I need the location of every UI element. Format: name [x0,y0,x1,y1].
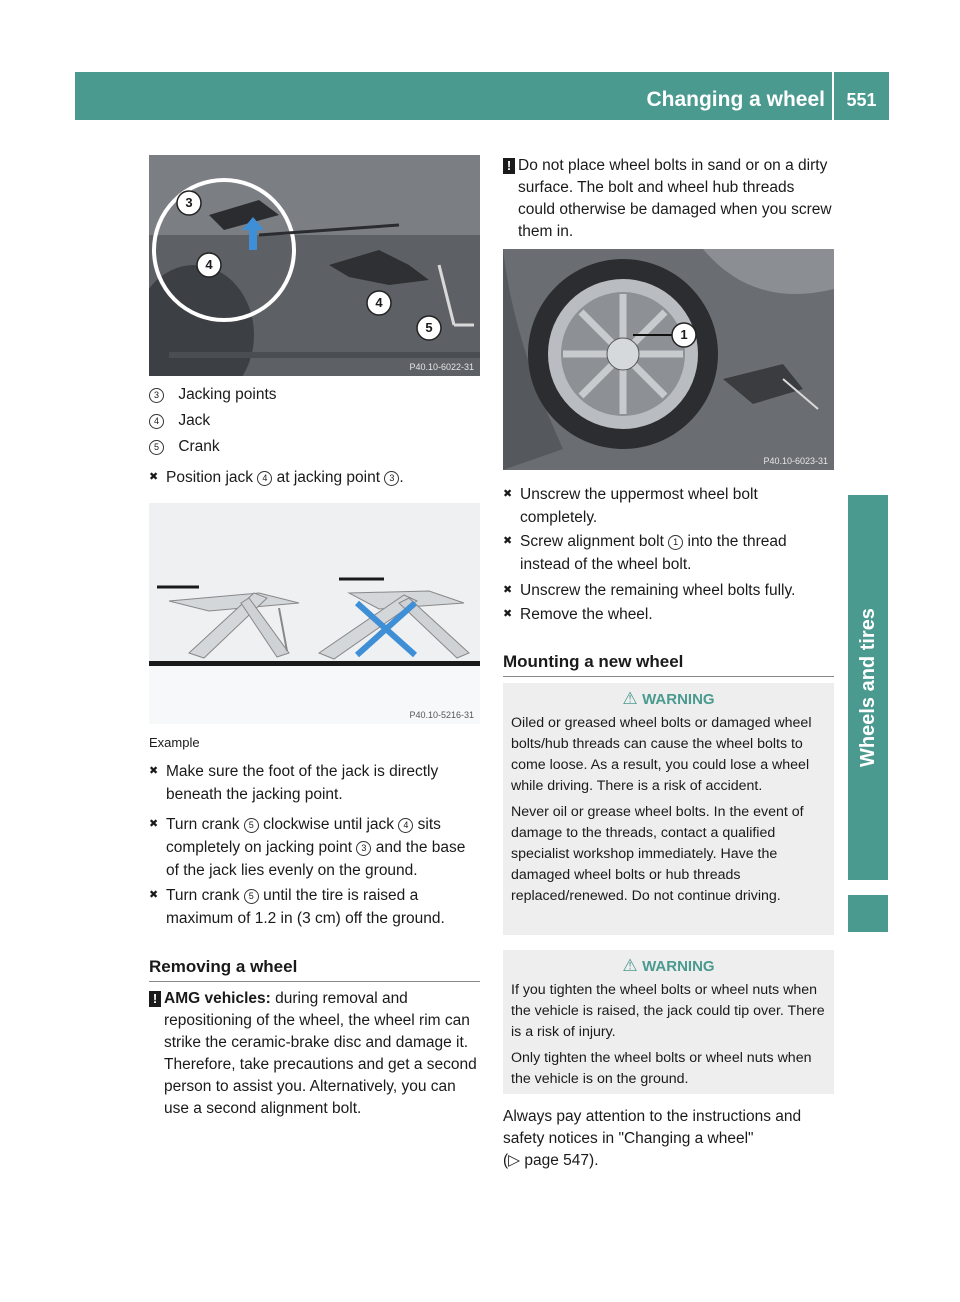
figure-code: P40.10-5216-31 [409,710,474,720]
figure-alignment-bolt [503,249,834,470]
step-arrow-icon: ✖ [149,471,159,483]
figure-code: P40.10-6023-31 [763,456,828,466]
legend-number: 3 [149,388,164,403]
section-heading-mounting: Mounting a new wheel [503,652,684,671]
figure-jacking-points [149,155,480,376]
step-arrow-icon: ✖ [503,608,513,620]
step-remove-wheel: ✖ Remove the wheel. [503,603,833,626]
figure-jack-example [149,503,480,724]
callout-1: 1 [680,327,688,342]
legend-item [149,410,210,432]
warning-text: Only tighten the wheel bolts or wheel nuts when the vehicle is on the ground. [511,1050,812,1087]
step-unscrew-remaining: ✖ Unscrew the remaining wheel bolts fully. [503,579,833,602]
legend-number: 4 [149,414,164,429]
step-unscrew-uppermost: ✖ Unscrew the uppermost wheel bolt completely. [503,483,833,529]
step-arrow-icon: ✖ [149,889,159,901]
section-rule [503,676,834,677]
step-arrow-icon: ✖ [149,765,159,777]
step-arrow-icon: ✖ [503,488,513,500]
warning-text: Oiled or greased wheel bolts or damaged wheel bolts/hub threads can cause the wheel bolts to come loose. As a result, you could lose a wheel while driving. There is a risk of accident. [511,715,812,794]
step-foot-beneath: ✖ Make sure the foot of the jack is directly beneath the jacking point. [149,760,479,806]
page-reference-link[interactable]: (▷ page 547). [503,1152,599,1169]
step-position-jack: ✖ Position jack 4 at jacking point 3 . [149,466,479,489]
legend-item [149,436,220,458]
callout-4-left: 4 [205,257,213,272]
warning-title: WARNING [642,958,715,975]
page-title: Changing a wheel [646,88,825,111]
page-number: 551 [846,90,877,110]
step-screw-alignment-bolt: ✖ Screw alignment bolt 1 into the thread instead of the wheel bolt. [503,530,833,576]
notice-exclamation-icon: ! [149,991,161,1007]
step-arrow-icon: ✖ [503,535,513,547]
warning-triangle-icon: ⚠ [622,689,638,708]
legend-number: 5 [149,440,164,455]
figure-code: P40.10-6022-31 [409,362,474,372]
warning-text: If you tighten the wheel bolts or wheel nuts when the vehicle is raised, the jack could tip over. There is a risk of injury. [511,982,825,1040]
notice-exclamation-icon: ! [503,158,515,174]
section-rule [149,981,480,982]
side-tab-label: Wheels and tires [857,608,879,767]
warning-text: Never oil or grease wheel bolts. In the event of damage to the threads, contact a qualified specialist workshop immediately. Have the damaged wheel bolts or hub threads replaced/renewed. Do not continue driving. [511,804,804,904]
step-turn-crank-clockwise: ✖ Turn crank 5 clockwise until jack 4 sits completely on jacking point 3 and the base of the jack lies evenly on the ground. [149,813,481,882]
section-heading-removing: Removing a wheel [149,957,298,976]
callout-4-right: 4 [375,295,383,310]
callout-3: 3 [185,195,193,210]
warning-title: WARNING [642,691,715,708]
legend-label: Jack [178,412,211,429]
legend-label: Crank [178,438,220,455]
warning-box-tighten-bolts [503,950,834,1094]
warning-triangle-icon: ⚠ [622,956,638,975]
notice-amg: ! AMG vehicles: during removal and repositioning of the wheel, the wheel rim can strike the ceramic-brake disc and damage it. Therefore, take precautions and get a second person to assist you. Alternatively, you can use a second alignment bolt. [149,988,480,1120]
callout-5: 5 [425,320,433,335]
notice-wheel-bolts: ! Do not place wheel bolts in sand or on a dirty surface. The bolt and wheel hub threads could otherwise be damaged when you screw them in. [503,155,835,243]
step-raise-tire: ✖ Turn crank 5 until the tire is raised a maximum of 1.2 in (3 cm) off the ground. [149,884,479,930]
closing-paragraph: Always pay attention to the instructions and safety notices in "Changing a wheel" (▷ page 547). [503,1108,802,1169]
step-arrow-icon: ✖ [149,818,159,830]
side-tab-marker [848,895,888,932]
legend-item [149,384,277,406]
step-arrow-icon: ✖ [503,584,513,596]
figure-caption: Example [149,735,200,750]
warning-box-wheel-bolts [503,683,834,935]
legend-label: Jacking points [178,386,277,403]
